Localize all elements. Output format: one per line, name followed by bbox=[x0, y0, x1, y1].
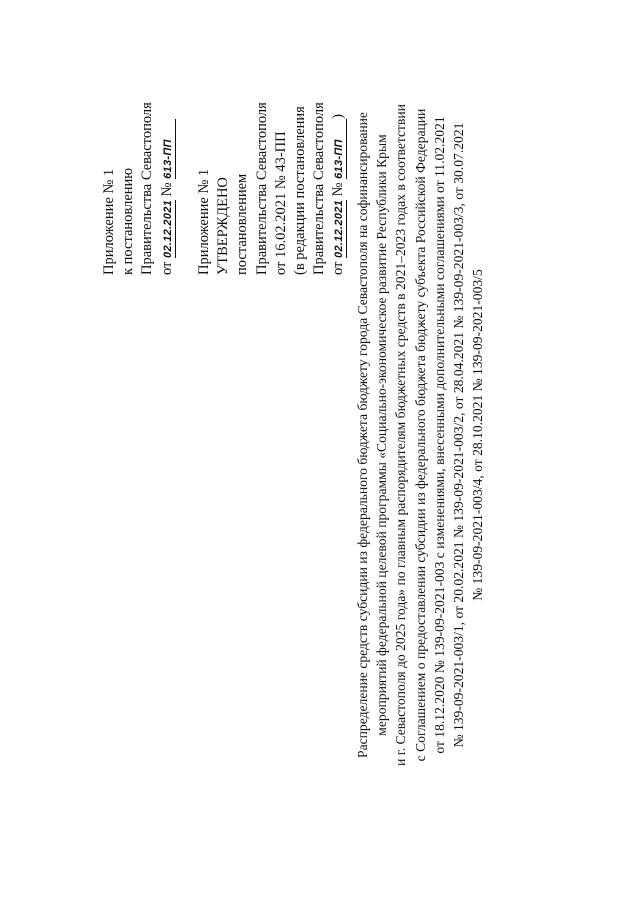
appendix-2-line-1: Приложение № 1 bbox=[196, 168, 212, 275]
appendix-1-line-2: к постановлению bbox=[120, 167, 137, 275]
appendix-2-num-prefix: № bbox=[330, 182, 347, 197]
title-line-7: № 139-09-2021-003/4, от 28.10.2021 № 139-09-2021-003/5 bbox=[470, 269, 486, 601]
appendix-2-line-6: (в редакции постановления bbox=[292, 106, 309, 275]
appendix-2-date-prefix: от bbox=[330, 261, 347, 275]
appendix-2-line-4: Правительства Севастополя bbox=[253, 102, 270, 275]
title-line-1: Распределение средств субсидии из федерального бюджета бюджету города Севастополя на софинансирование bbox=[355, 112, 370, 758]
appendix-1-num-field bbox=[160, 119, 176, 179]
appendix-2-date-line bbox=[329, 102, 348, 275]
appendix-1-line-3: Правительства Севастополя bbox=[139, 102, 156, 275]
appendix-2-num-value: 613-ПП bbox=[333, 139, 346, 179]
appendix-1-num-value: 613-ПП bbox=[161, 139, 174, 179]
appendix-2-line-5: от 16.02.2021 № 43-ПП bbox=[272, 131, 289, 275]
appendix-1-date-line bbox=[158, 102, 177, 275]
title-line-4: с Соглашением о предоставлении субсидии из федерального бюджета бюджету субъекта Российской Федерации bbox=[412, 108, 428, 762]
appendix-2-line-7: Правительства Севастополя bbox=[311, 102, 328, 275]
appendix-1-line-1: Приложение № 1 bbox=[101, 168, 117, 275]
appendix-header-2 bbox=[195, 102, 349, 275]
title-line-6: № 139-09-2021-003/1, от 20.02.2021 № 139-09-2021-003/2, от 28.04.2021 № 139-09-2021-003/3, от 30.07.2021 bbox=[451, 122, 467, 748]
appendix-2-line-3: постановлением bbox=[234, 173, 251, 275]
appendix-2-num-field bbox=[331, 119, 347, 179]
document-title bbox=[353, 35, 487, 835]
title-line-5: от 18.12.2020 № 139-09-2021-003 с изменениями, внесенными дополнительными соглашениями от 11.02.2021 bbox=[431, 116, 447, 754]
appendix-2-date-field bbox=[331, 200, 347, 258]
title-line-2: мероприятий федеральной целевой программы «Социально-экономическое развитие Республики Крым bbox=[374, 134, 390, 736]
appendix-1-date-prefix: от bbox=[158, 261, 175, 275]
appendix-1-num-prefix: № bbox=[158, 182, 175, 197]
appendix-2-line-2: УТВЕРЖДЕНО bbox=[215, 177, 232, 275]
appendix-2-close-paren: ) bbox=[330, 114, 347, 119]
appendix-header-1 bbox=[100, 102, 177, 275]
title-line-3: и г. Севастополя до 2025 года» по главным распорядителям бюджетных средств в 2021–2023 годах в соответствии bbox=[393, 104, 409, 766]
appendix-1-date-value: 02.12.2021 bbox=[161, 199, 174, 258]
appendix-2-date-value: 02.12.2021 bbox=[333, 199, 346, 258]
appendix-1-date-field bbox=[160, 200, 176, 258]
